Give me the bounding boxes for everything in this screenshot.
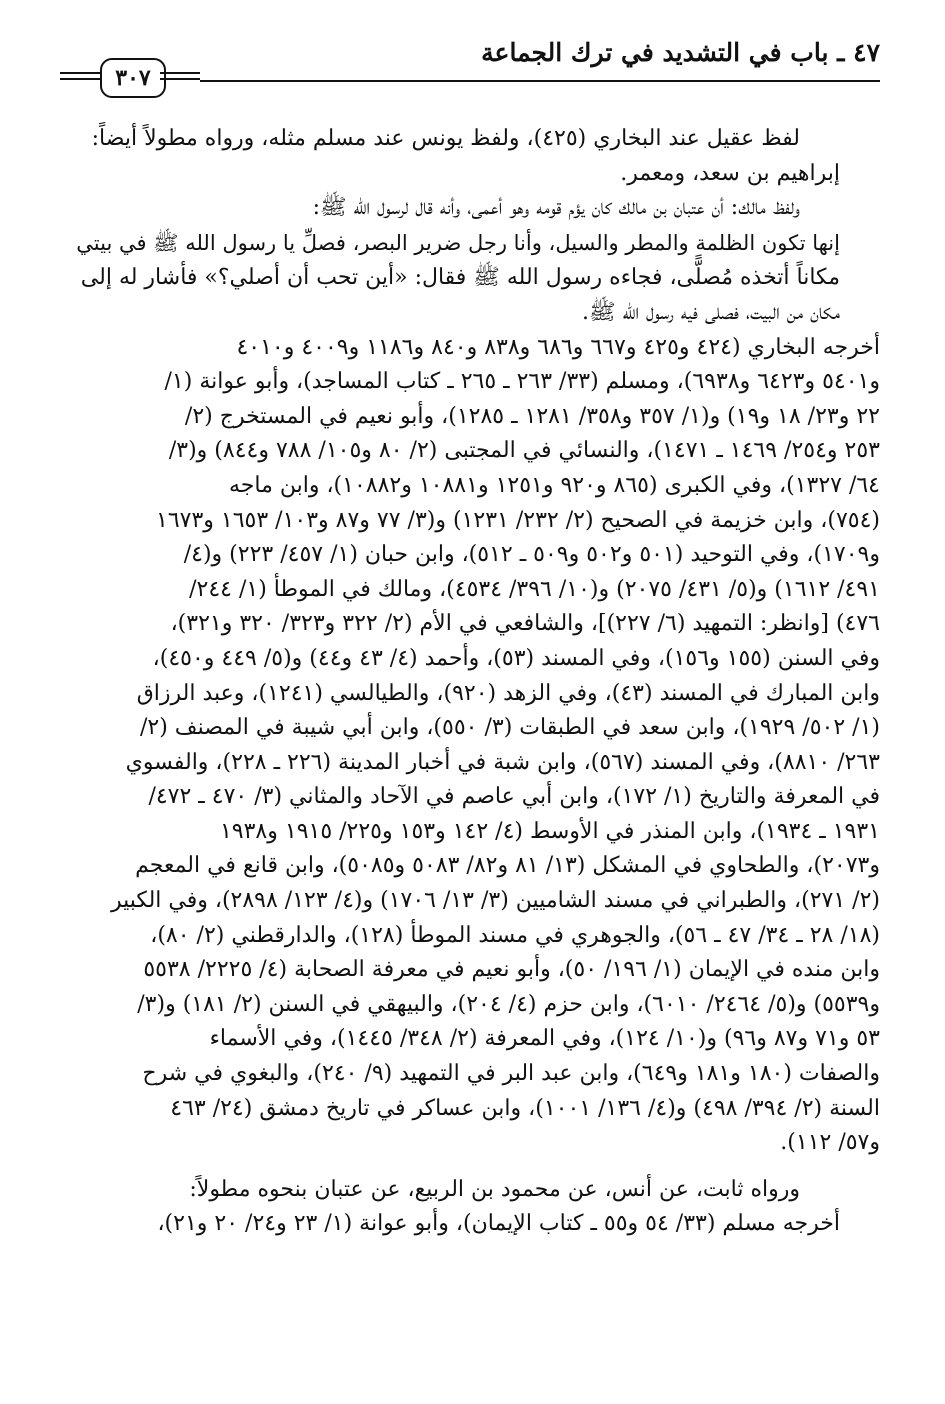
text-line: و١٧٠٩)، وفي التوحيد (٥٠١ و٥٠٢ و٥٠٩ ـ ٥١٢)، وابن حبان (١/ ٤٥٧/ ٢٢٣) و(٤/ <box>183 542 880 568</box>
text-line: مكاناً أتخذه مُصلًّى، فجاءه رسول الله ﷺ فقال: «أين تحب أن أصلي؟» فأشار له إلى <box>80 265 840 291</box>
text-line: ٢٦٣/ ٨٨١٠)، وفي المسند (٥٦٧)، وابن شبة في أخبار المدينة (٢٢٦ ـ ٢٢٨)، والفسوي <box>125 749 880 775</box>
chapter-title: ٤٧ ـ باب في التشديد في ترك الجماعة <box>481 38 880 67</box>
text-line: و٥٥٣٩) و(٥/ ٢٤٦٤/ ٦٠١٠)، وابن حزم (٤/ ٢٠٤)، والبيهقي في السنن (٢/ ١٨١) و(٣/ <box>137 991 880 1017</box>
text-line: إبراهيم بن سعد، ومعمر. <box>620 160 840 186</box>
text-line: (٧٥٤)، وابن خزيمة في الصحيح (٢/ ٢٣٢/ ١٢٣١) و(٣/ ٧٧ و٨٧ و١٠٣/ ١٦٥٣ و١٦٧٣ <box>156 507 880 533</box>
text-line: وفي السنن (١٥٥ و١٥٦)، وفي المسند (٥٣)، وأحمد (٤/ ٤٣ و٤٤) و(٥/ ٤٤٩ و٤٥٠)، <box>152 645 880 671</box>
ornament-lines-right <box>160 72 200 82</box>
text-line: و٥٧/ ١١٢). <box>780 1130 880 1156</box>
text-line: و٢٠٧٣)، والطحاوي في المشكل (١٣/ ٨١ و٨٢/ ٥٠٨٣ و٥٠٨٥)، وابن قانع في المعجم <box>135 853 880 879</box>
text-line: و٥٤٠١ و٦٤٢٣ و٦٩٣٨)، ومسلم (٣٣/ ٢٦٣ ـ ٢٦٥ ـ كتاب المساجد)، وأبو عوانة (١/ <box>164 369 880 395</box>
text-line: أخرجه مسلم (٣٣/ ٥٤ و٥٥ ـ كتاب الإيمان)، وأبو عوانة (١/ ٢٣ و٢٤/ ٢٠ و٢١)، <box>157 1211 840 1237</box>
text-line: مكان من البيت، فصلى فيه رسول الله ﷺ. <box>582 299 840 325</box>
text-line: والصفات (١٨٠ و١٨١ و٦٤٩)، وابن عبد البر في التمهيد (٩/ ٢٤٠)، والبغوي في شرح <box>142 1061 880 1087</box>
text-line: (١/ ٥٠٢/ ١٩٢٩)، وابن سعد في الطبقات (٣/ ٥٥٠)، وابن أبي شيبة في المصنف (٢/ <box>139 715 880 741</box>
page-body <box>60 122 880 1242</box>
text-line: ٢٢ و٢٣/ ١٨ و١٩) و(١/ ٣٥٧ و٣٥٨/ ١٢٨١ ـ ١٢٨٥)، وأبو نعيم في المستخرج (٢/ <box>184 403 880 429</box>
text-line: ٦٤/ ١٣٢٧)، وفي الكبرى (٨٦٥ و٩٢٠ و١٢٥١ و١٠٨٨١ و١٠٨٨٢)، وابن ماجه <box>228 472 880 498</box>
text-line: إنها تكون الظلمة والمطر والسيل، وأنا رجل ضرير البصر، فصلِّ يا رسول الله ﷺ في بيتي <box>76 230 840 255</box>
book-page <box>60 22 880 1237</box>
text-line: لفظ عقيل عند البخاري (٤٢٥)، ولفظ يونس عند مسلم مثله، ورواه مطولاً أيضاً: <box>91 126 800 151</box>
text-line: ٢٥٣ و٢٥٤/ ١٤٦٩ ـ ١٤٧١)، والنسائي في المجتبى (٢/ ٨٠ و١٠٥/ ٧٨٨ و٨٤٤) و(٣/ <box>168 438 880 464</box>
text-line: (٢/ ٢٧١)، والطبراني في مسند الشاميين (٣/ ١٣/ ١٧٠٦) و(٤/ ١٢٣/ ٢٨٩٨)، وفي الكبير <box>111 888 880 914</box>
text-line: أخرجه البخاري (٤٢٤ و٤٢٥ و٦٦٧ و٦٨٦ و٨٣٨ و٨٤٠ و١١٨٦ و٤٠٠٩ و٤٠١٠ <box>236 334 880 360</box>
page-number-ornament <box>60 58 200 98</box>
paragraph-malik <box>60 191 880 330</box>
paragraph-takhrij <box>60 331 880 1161</box>
text-line: ورواه ثابت، عن أنس، عن محمود بن الربيع، عن عتبان بنحوه مطولاً: <box>189 1176 800 1202</box>
text-line: ٤٧٦) [وانظر: التمهيد (٦/ ٢٢٧)]، والشافعي في الأم (٢/ ٣٢٢ و٣٢٣/ ٣٢٠ و٣٢١)، <box>170 611 880 637</box>
text-line: (١٨/ ٢٨ ـ ٣٤/ ٤٧ ـ ٥٦)، والجوهري في مسند الموطأ (١٢٨)، والدارقطني (٢/ ٨٠)، <box>150 922 880 948</box>
text-line: ولفظ مالك: أن عتبان بن مالك كان يؤم قومه وهو أعمى، وأنه قال لرسول الله ﷺ: <box>312 195 800 221</box>
text-line: ٤٩١/ ١٦١٢) و(٥/ ٤٣١/ ٢٠٧٥) و(١٠/ ٣٩٦/ ٤٥٣٤)، ومالك في الموطأ (١/ ٢٤٤/ <box>189 576 880 602</box>
paragraph-thabit <box>60 1173 880 1242</box>
page-header <box>60 22 880 92</box>
paragraph-aqil <box>60 122 880 191</box>
text-line: ١٩٣١ ـ ١٩٣٤)، وابن المنذر في الأوسط (٤/ ١٤٢ و١٥٣ و٢٢٥/ ١٩١٥ و١٩٣٨ <box>219 818 880 844</box>
paragraph-gap <box>60 1161 880 1173</box>
text-line: وابن منده في الإيمان (١/ ١٩٦/ ٥٠)، وأبو نعيم في معرفة الصحابة (٤/ ٢٢٢٥/ ٥٥٣٨ <box>143 957 880 983</box>
ornament-lines-left <box>60 72 100 82</box>
text-line: في المعرفة والتاريخ (١/ ١٧٢)، وابن أبي عاصم في الآحاد والمثاني (٣/ ٤٧٠ ـ ٤٧٢/ <box>148 784 880 810</box>
text-line: ٥٣ و٧١ و٨٧ و٩٦) و(١٠/ ١٢٤)، وفي المعرفة (٢/ ٣٤٨/ ١٤٤٥)، وفي الأسماء <box>209 1026 880 1052</box>
text-line: وابن المبارك في المسند (٤٣)، وفي الزهد (٩٢٠)، والطيالسي (١٢٤١)، وعبد الرزاق <box>136 680 880 706</box>
text-line: السنة (٢/ ٣٩٤/ ٤٩٨) و(٤/ ١٣٦/ ١٠٠١)، وابن عساكر في تاريخ دمشق (٢٤/ ٤٦٣ <box>170 1095 880 1121</box>
page-number: ٣٠٧ <box>100 58 166 98</box>
